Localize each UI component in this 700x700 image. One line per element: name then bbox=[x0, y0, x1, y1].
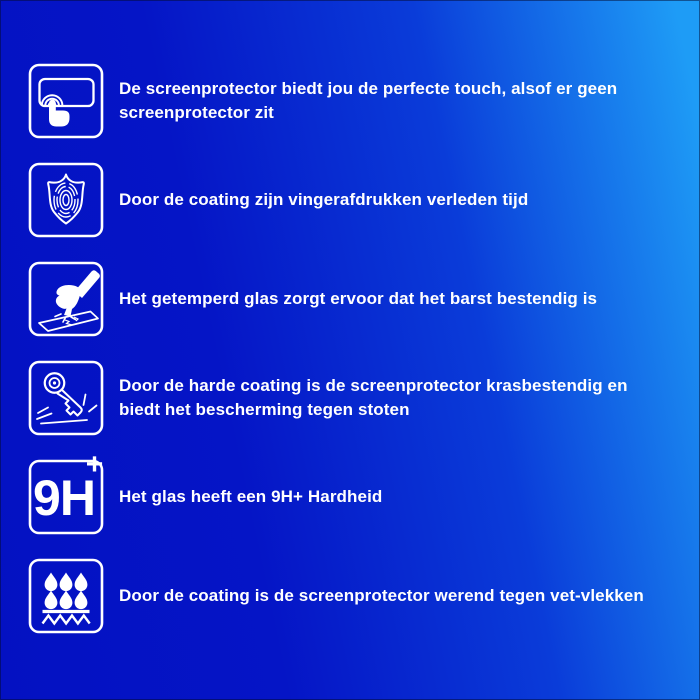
hardness-9h-label: 9H bbox=[33, 470, 95, 526]
feature-text-fingerprint: Door de coating zijn vingerafdrukken verleden tijd bbox=[119, 190, 529, 209]
feature-text-hardness: Het glas heeft een 9H+ Hardheid bbox=[119, 487, 383, 506]
feature-text-tempered-glass: Het getemperd glas zorgt ervoor dat het barst bestendig is bbox=[119, 289, 598, 308]
feature-text-scratch: Door de harde coating is de screenprotector krasbestendig en biedt het bescherming tegen stoten bbox=[119, 376, 628, 419]
feature-row-touch bbox=[28, 63, 660, 139]
fingerprint-shield-icon bbox=[28, 162, 104, 238]
feature-text-touch: De screenprotector biedt jou de perfecte touch, alsof er geen screenprotector zit bbox=[119, 79, 618, 122]
feature-row-hardness bbox=[28, 448, 660, 535]
hammer-glass-icon bbox=[28, 261, 104, 337]
feature-row-tempered-glass bbox=[28, 261, 660, 337]
key-scratch-icon bbox=[28, 360, 104, 436]
feature-list bbox=[28, 63, 660, 634]
touch-icon bbox=[28, 63, 104, 139]
feature-text-grease: Door de coating is de screenprotector werend tegen vet-vlekken bbox=[119, 586, 644, 605]
grease-droplets-icon bbox=[28, 558, 104, 634]
hardness-9h-icon bbox=[28, 448, 104, 535]
feature-row-grease bbox=[28, 558, 660, 634]
feature-row-fingerprint bbox=[28, 162, 660, 238]
feature-row-scratch bbox=[28, 360, 660, 436]
hardness-plus-label: + bbox=[85, 448, 104, 481]
